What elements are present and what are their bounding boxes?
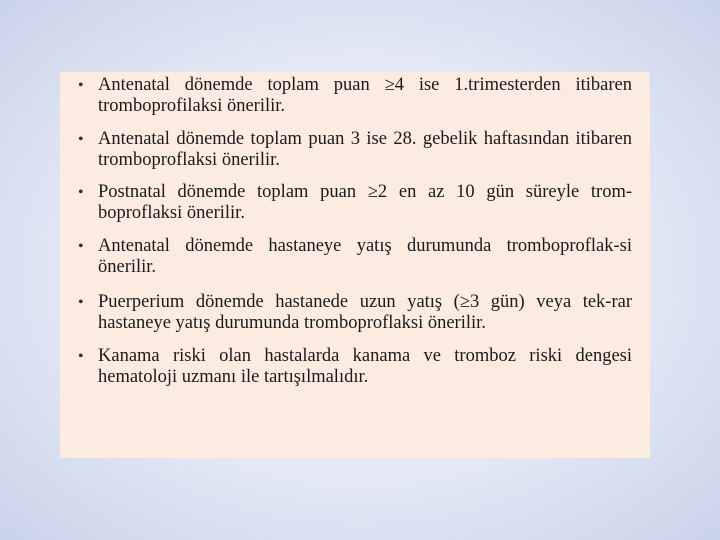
bullet-icon: • (78, 294, 84, 311)
recommendation-list (78, 75, 632, 388)
list-item (78, 129, 632, 171)
bullet-icon: • (78, 238, 84, 255)
list-item-text: Antenatal dönemde toplam puan ≥4 ise 1.trimesterden itibaren tromboprofilaksi önerilir. (98, 75, 632, 116)
bullet-icon: • (78, 184, 84, 201)
list-item (78, 346, 632, 388)
list-item-text: Kanama riski olan hastalarda kanama ve tromboz riski dengesi hematoloji uzmanı ile tartışılmalıdır. (98, 346, 632, 387)
bullet-icon: • (78, 77, 84, 94)
list-item (78, 292, 632, 334)
list-item (78, 75, 632, 117)
bullet-icon: • (78, 348, 84, 365)
bullet-icon: • (78, 131, 84, 148)
list-item-text: Antenatal dönemde hastaneye yatış durumunda tromboproflak-si önerilir. (98, 236, 632, 277)
list-item (78, 236, 632, 278)
list-item-text: Postnatal dönemde toplam puan ≥2 en az 10 gün süreyle trom-boproflaksi önerilir. (98, 182, 632, 223)
list-item (78, 182, 632, 224)
list-item-text: Antenatal dönemde toplam puan 3 ise 28. gebelik haftasından itibaren tromboproflaksi önerilir. (98, 129, 632, 170)
recommendation-panel (60, 72, 650, 458)
list-item-text: Puerperium dönemde hastanede uzun yatış (≥3 gün) veya tek-rar hastaneye yatış durumunda tromboproflaksi önerilir. (98, 292, 632, 333)
